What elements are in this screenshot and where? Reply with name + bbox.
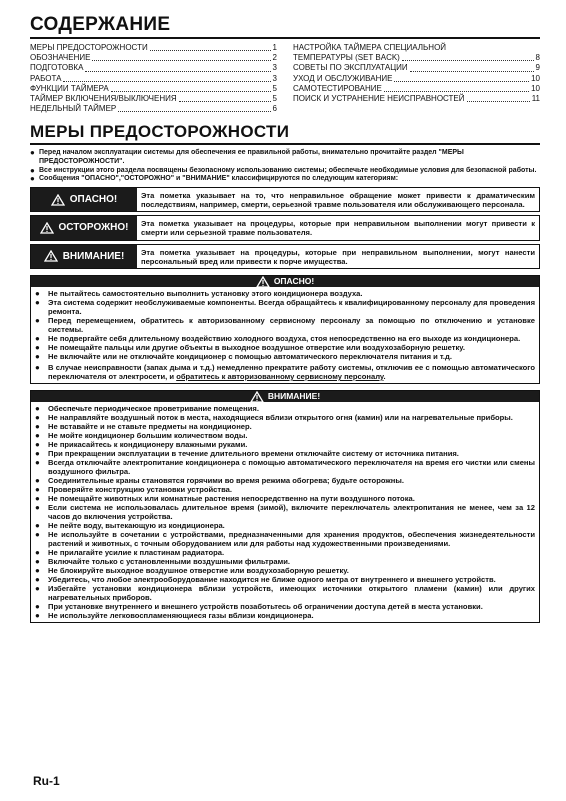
intro-item [30, 167, 540, 176]
list-item-text: Не пейте воду, вытекающую из кондиционера. [48, 521, 225, 531]
toc-right-list [293, 53, 540, 104]
list-item-text: Не используйте легковоспламеняющиеся газы вблизи кондиционера. [48, 611, 314, 621]
toc-entry-page: 3 [272, 73, 277, 83]
bullet-icon: ● [35, 557, 40, 567]
list-item-text: Не подвергайте себя длительному воздействию холодного воздуха, стоя непосредственно на его выходе из кондиционера. [48, 334, 521, 344]
list-item [35, 575, 535, 584]
danger-box [30, 275, 540, 384]
list-item-text: Соединительные краны становятся горячими во время режима обогрева; будьте осторожны. [48, 476, 404, 486]
toc-entry-page: 5 [272, 94, 277, 104]
toc-leader [63, 81, 270, 82]
toc-entry-title: ТЕМПЕРАТУРЫ (SET BACK) [293, 53, 400, 63]
list-item [35, 611, 535, 620]
toc-leader [402, 60, 534, 61]
list-item [35, 289, 535, 298]
toc-entry [293, 74, 540, 84]
bullet-icon: ● [35, 404, 40, 414]
category-row [30, 215, 540, 240]
intro-text: Все инструкции этого раздела посвящены безопасному использованию системы; обеспечьте необходимые условия для безопасной работы. [39, 166, 537, 174]
toc-entry-title: ПОДГОТОВКА [30, 63, 84, 73]
category-label-text: ОПАСНО! [69, 194, 118, 205]
bullet-icon: ● [35, 422, 40, 432]
bullet-icon: ● [35, 431, 40, 441]
toc-left-column [30, 43, 277, 114]
bullet-icon: ● [35, 289, 40, 299]
toc-entry [293, 63, 540, 73]
category-label [31, 216, 137, 239]
list-item [35, 530, 535, 548]
list-item [35, 476, 535, 485]
caution-header [31, 391, 539, 402]
list-item-text: Не включайте или не отключайте кондиционер с помощью автоматического переключателя питания и т.д. [48, 352, 452, 362]
list-item [35, 343, 535, 352]
list-item-text: Избегайте установки кондиционера вблизи устройств, имеющих источники открытого пламени (камин) или других нагревательных приборов. [48, 584, 535, 603]
danger-last-text: В случае неисправности (запах дыма и т.д.) немедленно прекратите работу системы, отключив ее с помощью автоматического переключателя от электросети, и [48, 363, 535, 382]
list-item-text: Если система не использовалась длительное время (зимой), включите переключатель электропитания не менее, чем за 12 часов до включения устройства. [48, 503, 535, 522]
page-number: Ru-1 [33, 774, 60, 788]
warning-icon [250, 391, 264, 403]
list-item-text: Обеспечьте периодическое проветривание помещения. [48, 404, 259, 414]
intro-item [30, 149, 540, 166]
toc-entry [30, 74, 277, 84]
list-item-text: Не используйте в сочетании с устройствами, предназначенными для хранения продуктов, обеспечения жизнедеятельности растений и животных, с точным оборудованием или для работы над художественными произведениями. [48, 530, 535, 549]
toc-entry [30, 84, 277, 94]
list-item-text: Не помещайте пальцы или другие объекты в выходное воздушное отверстие или воздухозаборную решетку. [48, 343, 465, 353]
list-item [35, 584, 535, 602]
toc-leader [179, 101, 271, 102]
list-item [35, 485, 535, 494]
toc-heading: НАСТРОЙКА ТАЙМЕРА СПЕЦИАЛЬНОЙ [293, 43, 447, 52]
warning-icon [40, 222, 54, 234]
list-item [35, 449, 535, 458]
list-item-text: Не прикасайтесь к кондиционеру влажными руками. [48, 440, 248, 450]
list-item-text: Не вставайте и не ставьте предметы на кондиционер. [48, 422, 252, 432]
list-item [35, 566, 535, 575]
toc-entry [30, 94, 277, 104]
toc-leader [410, 71, 534, 72]
bullet-icon: ● [30, 148, 35, 158]
bullet-icon: ● [35, 602, 40, 612]
toc-entry [30, 63, 277, 73]
list-item [35, 404, 535, 413]
toc-leader [467, 101, 530, 102]
toc-leader [85, 71, 270, 72]
toc-entry-page: 9 [535, 63, 540, 73]
section-title: МЕРЫ ПРЕДОСТОРОЖНОСТИ [30, 122, 290, 142]
table-of-contents [30, 43, 540, 114]
list-item [35, 298, 535, 316]
list-item [35, 557, 535, 566]
list-item [35, 422, 535, 431]
caution-box [30, 390, 540, 623]
caution-title: ВНИМАНИЕ! [267, 391, 321, 402]
warning-icon [51, 194, 65, 206]
toc-leader [111, 91, 271, 92]
warning-icon [44, 250, 58, 262]
list-item [35, 334, 535, 343]
list-item [35, 521, 535, 530]
list-item [35, 413, 535, 422]
category-row [30, 244, 540, 269]
list-item [35, 316, 535, 334]
toc-entry [293, 53, 540, 63]
list-item [35, 602, 535, 611]
danger-last-end: . [383, 372, 386, 382]
bullet-icon: ● [35, 584, 40, 594]
bullet-icon: ● [35, 566, 40, 576]
toc-right-column [293, 43, 540, 114]
toc-entry-title: ФУНКЦИИ ТАЙМЕРА [30, 83, 109, 93]
intro-item [30, 175, 540, 184]
list-item-text: Не мойте кондиционер большим количеством воды. [48, 431, 248, 441]
list-item [35, 548, 535, 557]
bullet-icon: ● [35, 298, 40, 308]
toc-entry [293, 84, 540, 94]
danger-header [31, 276, 539, 287]
divider [30, 37, 540, 39]
toc-leader [118, 111, 270, 112]
intro-text: Сообщения "ОПАСНО","ОСТОРОЖНО" и "ВНИМАНИЕ" классифицируются по следующим категориям: [39, 175, 399, 183]
toc-entry-title: РАБОТА [30, 73, 62, 83]
toc-entry-title: СОВЕТЫ ПО ЭКСПЛУАТАЦИИ [293, 63, 408, 73]
list-item-text: Включайте только с установленными воздушными фильтрами. [48, 557, 291, 567]
bullet-icon: ● [35, 485, 40, 495]
category-row [30, 187, 540, 212]
toc-entry-title: НЕДЕЛЬНЫЙ ТАЙМЕР [30, 104, 117, 114]
toc-entry-page: 8 [535, 53, 540, 63]
category-label-text: ВНИМАНИЕ! [62, 250, 125, 262]
list-item [35, 431, 535, 440]
list-item-text: Убедитесь, что любое электрооборудование находится не ближе одного метра от внутреннего и внешнего устройств. [48, 575, 496, 585]
bullet-icon: ● [35, 521, 40, 531]
danger-title: ОПАСНО! [273, 276, 315, 287]
toc-leader [384, 91, 529, 92]
service-link-text: обратитесь к авторизованному сервисному персоналу [176, 372, 384, 382]
danger-list [31, 287, 539, 363]
bullet-icon: ● [30, 174, 35, 184]
bullet-icon: ● [35, 458, 40, 468]
category-description: Эта пометка указывает на процедуры, которые при неправильном выполнении, могут нанести персональный вред или привести к порче имущества. [141, 247, 535, 266]
toc-entry-page: 3 [272, 63, 277, 73]
category-label [31, 188, 137, 211]
bullet-icon: ● [35, 413, 40, 423]
toc-title: СОДЕРЖАНИЕ [30, 14, 171, 35]
list-item-text: Всегда отключайте электропитание кондиционера с помощью автоматического переключателя на время его чистки или смены воздушного фильтра. [48, 458, 535, 477]
bullet-icon: ● [35, 611, 40, 621]
bullet-icon: ● [35, 440, 40, 450]
toc-entry-title: УХОД И ОБСЛУЖИВАНИЕ [293, 73, 393, 83]
toc-leader [92, 60, 270, 61]
toc-entry [30, 104, 277, 114]
toc-entry-page: 6 [272, 104, 277, 114]
toc-entry-page: 2 [272, 53, 277, 63]
list-item [35, 363, 535, 381]
toc-entry-title: САМОТЕСТИРОВАНИЕ [293, 83, 382, 93]
list-item-text: Не пытайтесь самостоятельно выполнить установку этого кондиционера воздуха. [48, 289, 363, 299]
category-description: Эта пометка указывает на то, что неправильное обращение может привести к драматическим последствиям, например, смерти, серьезной травме пользователя или обслуживающего персонала. [141, 190, 535, 209]
list-item [35, 503, 535, 521]
bullet-icon: ● [35, 530, 40, 540]
caution-list [31, 402, 539, 622]
bullet-icon: ● [35, 334, 40, 344]
category-label-text: ОСТОРОЖНО! [58, 222, 129, 234]
toc-leader [394, 81, 529, 82]
category-description: Эта пометка указывает на процедуры, которые при неправильном выполнении могут привести к смерти или серьезной травме пользователя. [141, 219, 535, 238]
bullet-icon: ● [35, 343, 40, 353]
list-item-text: При установке внутреннего и внешнего устройств позаботьтесь об ограничении доступа детей в места установки. [48, 602, 483, 612]
page [30, 14, 540, 623]
toc-entry [30, 53, 277, 63]
intro-list [30, 149, 540, 183]
list-item-text: Проверяйте конструкцию установки устройства. [48, 485, 233, 495]
toc-entry-page: 10 [531, 83, 540, 93]
list-item-text: Перед перемещением, обратитесь к авторизованному сервисному персоналу за помощью по отключению и установке системы. [48, 316, 535, 335]
bullet-icon: ● [35, 352, 40, 362]
list-item [35, 440, 535, 449]
bullet-icon: ● [35, 494, 40, 504]
list-item-text: При прекращении эксплуатации в течение длительного времени отключайте систему от источника питания. [48, 449, 459, 459]
category-table [30, 187, 540, 269]
list-item-text: Не прилагайте усилие к пластинам радиатора. [48, 548, 225, 558]
warning-icon [256, 276, 270, 288]
list-item-text: Эта система содержит необслуживаемые компоненты. Всегда обращайтесь к квалифицированному персоналу для проведения ремонта. [48, 298, 535, 317]
list-item [35, 352, 535, 361]
toc-entry-page: 11 [531, 94, 540, 104]
toc-entry-title: МЕРЫ ПРЕДОСТОРОЖНОСТИ [30, 43, 148, 52]
bullet-icon: ● [35, 476, 40, 486]
list-item [35, 494, 535, 503]
toc-entry-title: ТАЙМЕР ВКЛЮЧЕНИЯ/ВЫКЛЮЧЕНИЯ [30, 94, 177, 104]
list-item-text: Не направляйте воздушный поток в места, находящиеся вблизи открытого огня (камин) или на нагревательные приборы. [48, 413, 513, 423]
toc-entry-page: 5 [272, 83, 277, 93]
bullet-icon: ● [35, 575, 40, 585]
toc-entry [30, 43, 277, 53]
bullet-icon: ● [35, 316, 40, 326]
list-item-text: Не помещайте животных или комнатные растения непосредственно на пути воздушного потока. [48, 494, 415, 504]
bullet-icon: ● [35, 449, 40, 459]
toc-entry [293, 94, 540, 104]
divider [30, 143, 540, 145]
toc-entry-page: 10 [531, 73, 540, 83]
bullet-icon: ● [35, 548, 40, 558]
list-item-text: Не блокируйте выходное воздушное отверстие или воздухозаборную решетку. [48, 566, 349, 576]
intro-text: Перед началом эксплуатации системы для обеспечения ее правильной работы, внимательно прочитайте раздел "МЕРЫ ПРЕДОСТОРОЖНОСТИ". [39, 149, 464, 166]
danger-last [31, 363, 539, 383]
list-item [35, 458, 535, 476]
bullet-icon: ● [35, 503, 40, 513]
toc-entry-title: ОБОЗНАЧЕНИЕ [30, 53, 91, 63]
bullet-icon: ● [35, 363, 40, 373]
toc-entry-title: ПОИСК И УСТРАНЕНИЕ НЕИСПРАВНОСТЕЙ [293, 94, 465, 104]
category-label [31, 245, 137, 268]
toc-entry-page: 1 [272, 43, 277, 52]
bullet-icon: ● [30, 165, 35, 175]
toc-leader [150, 50, 271, 51]
